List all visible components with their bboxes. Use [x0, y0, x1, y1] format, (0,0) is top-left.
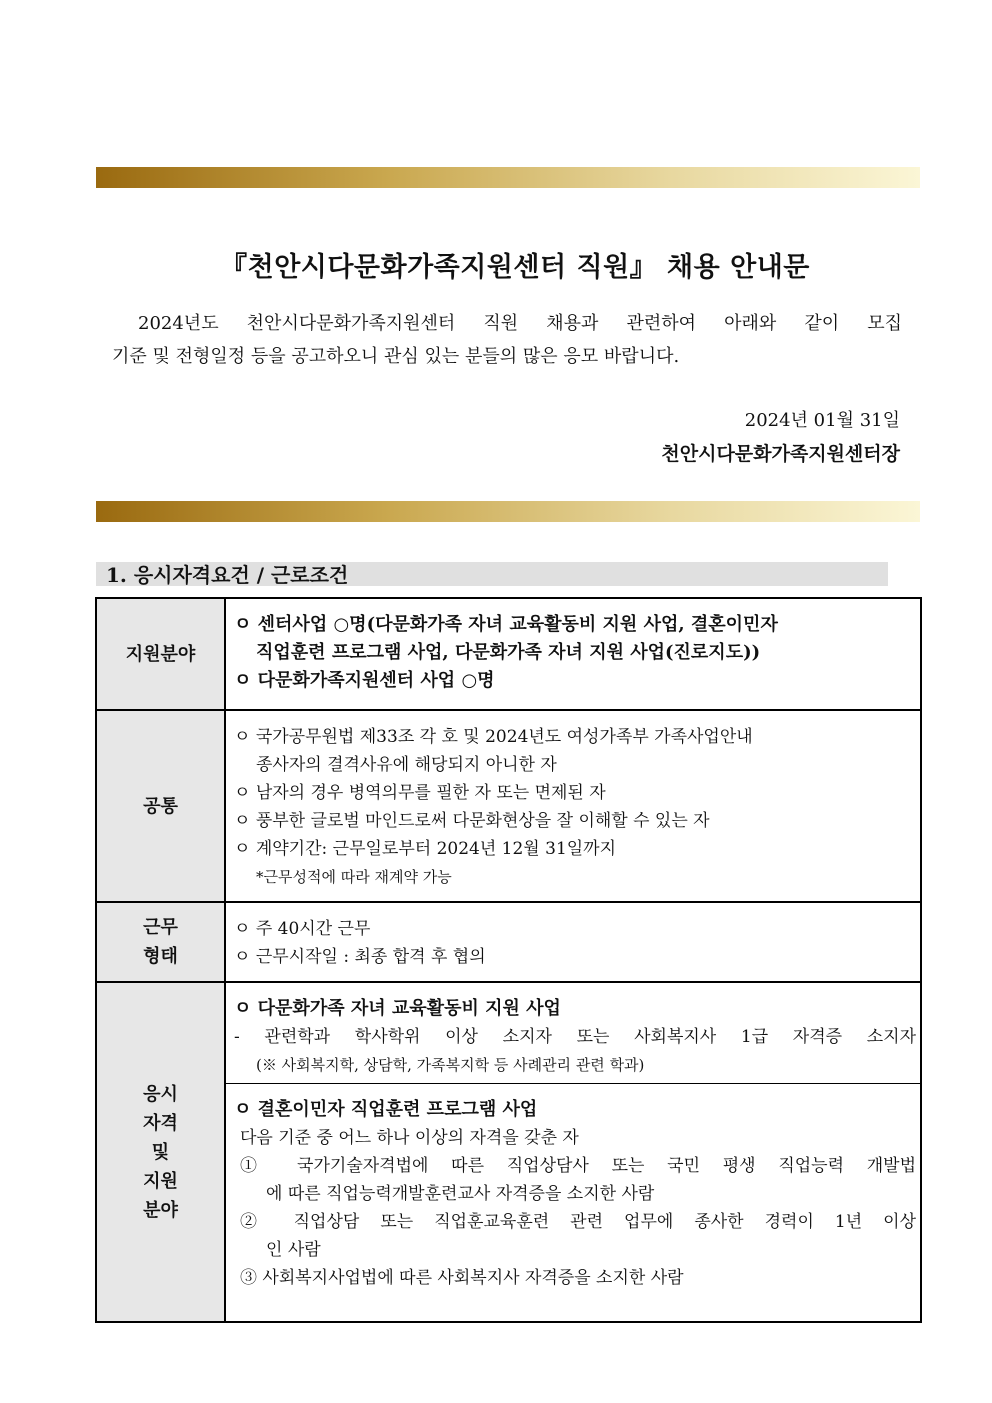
list-item: ㅇ 근무시작일 : 최종 합격 후 협의 [234, 947, 486, 967]
list-item: 종사자의 결격사유에 해당되지 아니한 자 [256, 755, 557, 775]
row-label-text: 및 [151, 1141, 170, 1163]
row-label-text: 분야 [143, 1199, 178, 1221]
row-label-common [96, 710, 225, 902]
decorative-gold-bar-middle [96, 501, 920, 522]
intro-paragraph [112, 307, 902, 373]
row-label-text: 근무 [143, 917, 178, 938]
row-label-work [96, 902, 225, 982]
row-label-text: 형태 [143, 946, 178, 967]
table-row-work [96, 902, 921, 982]
row-label-text: 응시 [143, 1083, 178, 1105]
signer-name: 천안시다문화가족지원센터장 [661, 443, 900, 465]
list-item-note: (※ 사회복지학, 상담학, 가족복지학 등 사례관리 관련 학과) [256, 1056, 645, 1074]
table-row-common [96, 710, 921, 902]
row-content-common [225, 710, 921, 902]
list-item: - 관련학과 학사학위 이상 소지자 또는 사회복지사 1급 자격증 소지자 [234, 1027, 916, 1047]
list-item: ㅇ 풍부한 글로벌 마인드로써 다문화현상을 잘 이해할 수 있는 자 [234, 811, 710, 831]
requirements-table [95, 597, 922, 1323]
list-item: ㅇ 주 40시간 근무 [234, 919, 371, 939]
list-item: 에 따른 직업능력개발훈련교사 자격증을 소지한 사람 [266, 1184, 655, 1204]
list-item: 다음 기준 중 어느 하나 이상의 자격을 갖춘 자 [240, 1128, 579, 1148]
list-item: ㅇ 센터사업 ○명(다문화가족 자녀 교육활동비 지원 사업, 결혼이민자 [234, 614, 778, 635]
list-item: ① 국가기술자격법에 따른 직업상담사 또는 국민 평생 직업능력 개발법 [240, 1156, 916, 1176]
row-label-field [96, 598, 225, 710]
list-item: ㅇ 국가공무원법 제33조 각 호 및 2024년도 여성가족부 가족사업안내 [234, 727, 753, 747]
decorative-gold-bar-top [96, 167, 920, 188]
intro-line-2: 기준 및 전형일정 등을 공고하오니 관심 있는 분들의 많은 응모 바랍니다. [112, 346, 680, 367]
list-item-heading: ㅇ 결혼이민자 직업훈련 프로그램 사업 [234, 1099, 538, 1120]
row-label-text: 지원분야 [125, 643, 196, 665]
row-label-text: 자격 [143, 1112, 178, 1134]
row-label-text: 공통 [143, 795, 178, 817]
row-content-qualification [225, 982, 921, 1322]
list-item: ㅇ 다문화가족지원센터 사업 ○명 [234, 670, 495, 691]
list-item: ㅇ 남자의 경우 병역의무를 필한 자 또는 면제된 자 [234, 783, 606, 803]
list-item: ② 직업상담 또는 직업훈교육훈련 관련 업무에 종사한 경력이 1년 이상 [240, 1212, 916, 1232]
row-label-qualification [96, 982, 225, 1322]
row-label-text: 지원 [143, 1170, 178, 1192]
list-item: 직업훈련 프로그램 사업, 다문화가족 자녀 지원 사업(진로지도)) [256, 642, 761, 663]
list-item: ㅇ 계약기간: 근무일로부터 2024년 12월 31일까지 [234, 839, 617, 859]
list-item-heading: ㅇ 다문화가족 자녀 교육활동비 지원 사업 [234, 998, 561, 1019]
table-row-qualification [96, 982, 921, 1322]
row-content-work [225, 902, 921, 982]
list-item-note: *근무성적에 따라 재계약 가능 [256, 868, 452, 886]
intro-line-1: 2024년도 천안시다문화가족지원센터 직원 채용과 관련하여 아래와 같이 모집 [138, 313, 902, 334]
list-item: 인 사람 [266, 1240, 321, 1260]
qualification-part-2 [226, 1083, 920, 1302]
announcement-date: 2024년 01월 31일 [744, 410, 900, 431]
document-title: 『천안시다문화가족지원센터 직원』 채용 안내문 [220, 252, 810, 283]
section-heading: 1. 응시자격요건 / 근로조건 [96, 562, 888, 586]
list-item: ③ 사회복지사업법에 따른 사회복지사 자격증을 소지한 사람 [240, 1268, 684, 1288]
table-row-field [96, 598, 921, 710]
row-content-field [225, 598, 921, 710]
